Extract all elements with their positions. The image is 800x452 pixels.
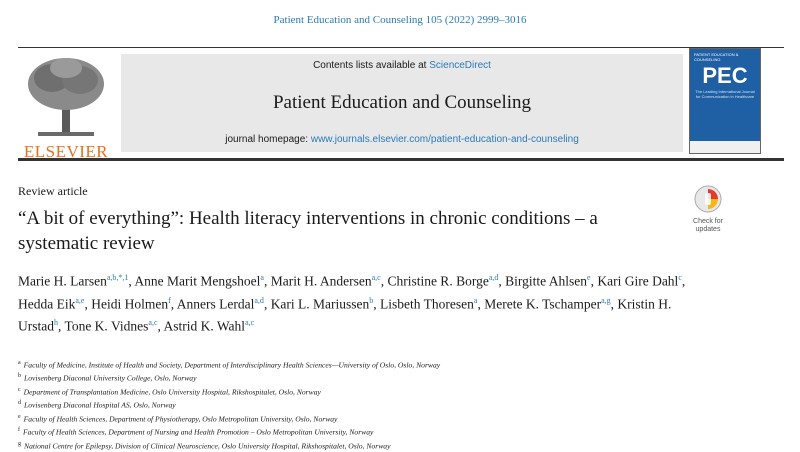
author-name[interactable]: Anners Lerdal (176, 296, 255, 311)
affiliation-item (18, 358, 788, 371)
contents-line: Contents lists available at ScienceDirect (313, 60, 491, 71)
affiliation-item (18, 412, 788, 425)
author-affiliation-marker[interactable]: a,g (601, 295, 611, 305)
author-affiliation-marker[interactable]: a,c (371, 273, 381, 282)
homepage-link[interactable]: www.journals.elsevier.com/patient-education-and-counseling (310, 134, 579, 145)
author-affiliation-marker[interactable]: a (473, 295, 478, 305)
homepage-line: journal homepage: www.journals.elsevier.com/patient-education-and-counseling (225, 134, 579, 145)
author-name[interactable]: Marit H. Andersen (270, 273, 372, 289)
cover-header: PATIENT EDUCATION & COUNSELING (694, 52, 739, 62)
affiliation-text: National Centre for Epilepsy, Division of Clinical Neuroscience, Oslo University Hospital, Rikshospitalet, Oslo, Norway (24, 441, 391, 451)
author-name[interactable]: Kristin H. Urstad (18, 296, 672, 334)
affiliation-key: d (18, 400, 21, 407)
author-affiliation-marker[interactable]: a,c (148, 318, 158, 327)
author-name[interactable]: Astrid K. Wahl (163, 318, 246, 334)
article-type: Review article (18, 184, 88, 198)
author-name[interactable]: Heidi Holmen (91, 296, 169, 311)
affiliation-text: Lovisenberg Diaconal Hospital AS, Oslo, Norway (24, 400, 176, 410)
badge-line-1: Check for (693, 218, 723, 225)
author-name[interactable]: Kari L. Mariussen (270, 296, 370, 311)
journal-title: Patient Education and Counseling (272, 92, 532, 113)
affiliation-text: Department of Transplantation Medicine, Oslo University Hospital, Rikshospitalet, Oslo, Norway (23, 387, 321, 397)
author-affiliation-marker[interactable]: a,e (75, 295, 85, 305)
affiliation-item (18, 398, 788, 411)
author-affiliation-marker[interactable]: a,d (254, 295, 264, 305)
author-name[interactable]: Kari Gire Dahl (597, 273, 679, 289)
author-name[interactable]: Tone K. Vidnes (64, 318, 149, 334)
affiliation-text: Faculty of Health Sciences, Department of Physiotherapy, Oslo Metropolitan University, Oslo, Norway (23, 414, 338, 424)
author-name[interactable]: Hedda Eik (18, 296, 76, 311)
affiliation-item (18, 385, 788, 398)
sciencedirect-link[interactable]: ScienceDirect (429, 60, 491, 71)
author-name[interactable]: Lisbeth Thoresen (380, 296, 474, 311)
affiliation-key: f (18, 427, 20, 434)
author-name[interactable]: Marie H. Larsen (18, 273, 107, 289)
article-title: “A bit of everything”: Health literacy interventions in chronic conditions – a systematic review (18, 208, 598, 254)
journal-banner (121, 54, 683, 152)
author-affiliation-marker[interactable]: a,d (488, 273, 499, 282)
author-list: Marie H. Larsen$^{a,b,*,1}$, Anne Marit Mengshoel$^a$, Marit H. Andersen$^{a,c}$, Christine R. Borge$^{a,d}$, Birgitte Ahlsen$^e$, Kari Gire Dahl$^c$, Hedda Eik$^{a,e}$, Heidi Holmen$^f$, Anners Lerdal$^{a,d}$, Kari L. Mariussen$^b$, Lisbeth Thoresen$^a$, Merete K. Tschamper$^{a,g}$, Kristin H. Urstad$^h$, Tone K. Vidnes$^{a,c}$, Astrid K. Wahl$^{a,c}$ (18, 273, 686, 334)
author-affiliation-marker[interactable]: a,c (245, 318, 255, 327)
author-affiliation-marker[interactable]: h (54, 318, 58, 327)
check-for-updates-badge[interactable] (683, 185, 733, 235)
affiliation-item (18, 425, 788, 438)
author-affiliation-marker[interactable]: a,b,*,1 (106, 273, 129, 282)
affiliation-key: a (18, 360, 21, 366)
affiliation-text: Faculty of Health Sciences, Department of Nursing and Health Promotion – Oslo Metropolitan University, Norway (23, 427, 374, 437)
affiliation-key: e (18, 413, 21, 420)
affiliation-item (18, 371, 788, 384)
author-name[interactable]: Christine R. Borge (387, 273, 489, 289)
author-affiliation-marker[interactable]: f (168, 295, 171, 305)
author-affiliation-marker[interactable]: c (678, 273, 682, 282)
elsevier-wordmark: ELSEVIER (23, 142, 109, 161)
author-name[interactable]: Anne Marit Mengshoel (134, 273, 261, 289)
affiliation-key: g (18, 440, 21, 447)
cover-subtitle: The Leading International Journal for Communication in Healthcare (695, 89, 755, 99)
journal-cover-image[interactable] (689, 48, 761, 154)
cover-title: PEC (702, 63, 748, 88)
affiliation-text: Faculty of Medicine, Institute of Health and Society, Department of Interdisciplinary Health Sciences—University of Oslo, Oslo, Norway (23, 360, 441, 370)
masthead (18, 47, 784, 161)
affiliation-key: c (18, 386, 21, 393)
author-name[interactable]: Merete K. Tschamper (484, 296, 602, 311)
affiliation-text: Lovisenberg Diaconal University College, Oslo, Norway (24, 373, 197, 383)
author-affiliation-marker[interactable]: a (260, 273, 264, 282)
cover-footer-strip (690, 141, 760, 153)
author-affiliation-marker[interactable]: e (587, 273, 591, 282)
affiliation-key: b (18, 373, 21, 380)
elsevier-tree-logo[interactable] (18, 54, 114, 161)
author-name[interactable]: Birgitte Ahlsen (505, 273, 588, 289)
badge-line-2: updates (695, 226, 721, 233)
journal-citation[interactable]: Patient Education and Counseling 105 (2022) 2999–3016 (273, 14, 527, 26)
affiliation-list (18, 358, 788, 452)
author-affiliation-marker[interactable]: b (369, 295, 374, 305)
check-updates-icon (694, 185, 722, 213)
